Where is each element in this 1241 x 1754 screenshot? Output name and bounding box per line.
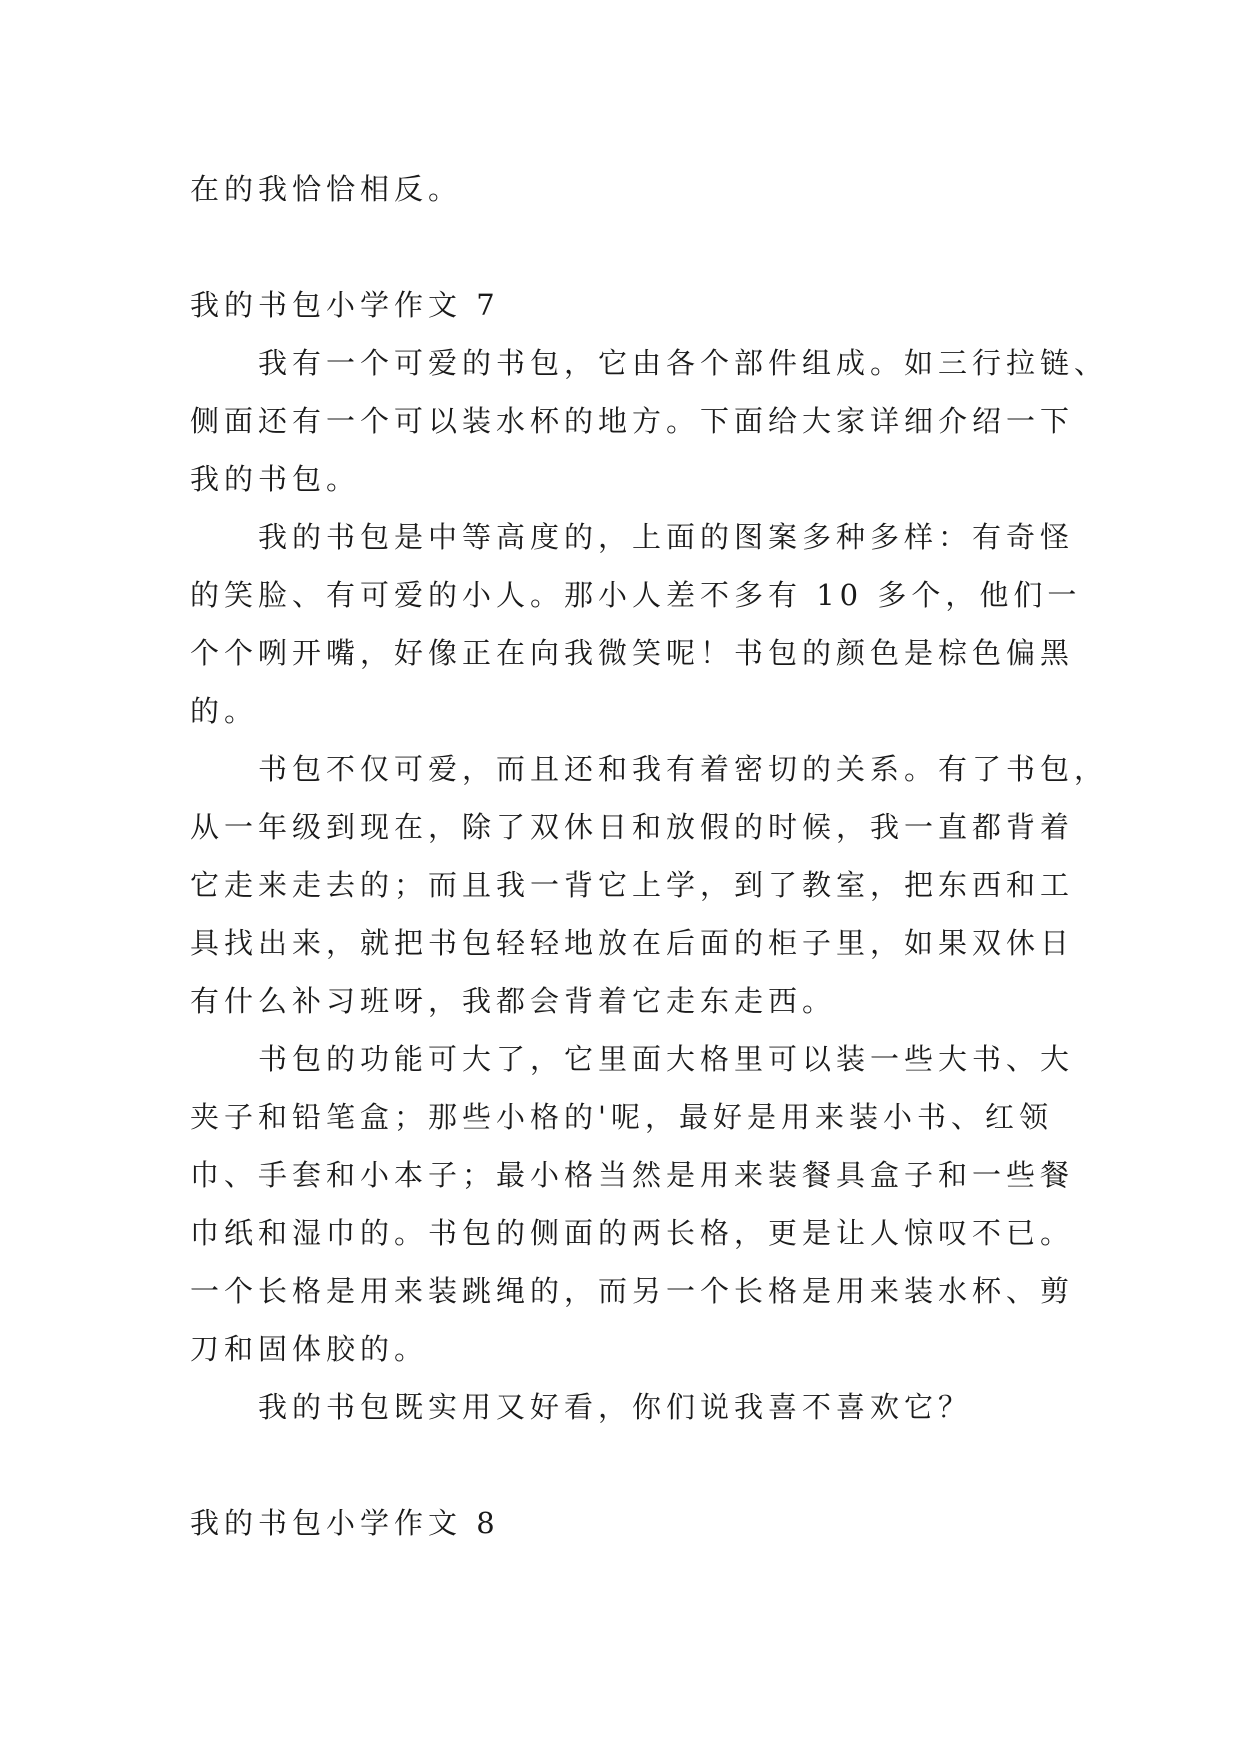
text-line: 书包的功能可大了，它里面大格里可以装一些大书、大	[258, 1042, 1075, 1076]
section-heading: 我的书包小学作文 8	[190, 1506, 500, 1540]
text-line: 巾、手套和小本子；最小格当然是用来装餐具盒子和一些餐	[190, 1158, 1075, 1192]
text-line: 侧面还有一个可以装水杯的地方。下面给大家详细介绍一下	[190, 404, 1075, 438]
text-line: 巾纸和湿巾的。书包的侧面的两长格，更是让人惊叹不已。	[190, 1216, 1075, 1250]
text-line: 的笑脸、有可爱的小人。那小人差不多有 10 多个，他们一	[190, 578, 1082, 612]
text-line: 它走来走去的；而且我一背它上学，到了教室，把东西和工	[190, 868, 1075, 902]
text-line: 我的书包是中等高度的，上面的图案多种多样：有奇怪	[258, 520, 1075, 554]
text-line: 在的我恰恰相反。	[190, 172, 463, 206]
paragraph-gap	[190, 218, 1060, 276]
section-heading: 我的书包小学作文 7	[190, 288, 500, 322]
text-line: 从一年级到现在，除了双休日和放假的时候，我一直都背着	[190, 810, 1075, 844]
text-line: 我有一个可爱的书包，它由各个部件组成。如三行拉链、	[258, 346, 1109, 380]
paragraph-gap	[190, 1436, 1060, 1494]
text-line: 一个长格是用来装跳绳的，而另一个长格是用来装水杯、剪	[190, 1274, 1075, 1308]
document-body	[190, 160, 1109, 1552]
text-line: 我的书包。	[190, 462, 361, 496]
text-line: 的。	[190, 694, 259, 728]
text-line: 我的书包既实用又好看，你们说我喜不喜欢它？	[258, 1390, 973, 1424]
text-line: 有什么补习班呀，我都会背着它走东走西。	[190, 984, 837, 1018]
text-line: 个个咧开嘴，好像正在向我微笑呢！书包的颜色是棕色偏黑	[190, 636, 1075, 670]
text-line: 刀和固体胶的。	[190, 1332, 429, 1366]
text-line: 具找出来，就把书包轻轻地放在后面的柜子里，如果双休日	[190, 926, 1075, 960]
text-line: 夹子和铅笔盒；那些小格的'呢，最好是用来装小书、红领	[190, 1100, 1053, 1134]
text-line: 书包不仅可爱，而且还和我有着密切的关系。有了书包，	[258, 752, 1109, 786]
